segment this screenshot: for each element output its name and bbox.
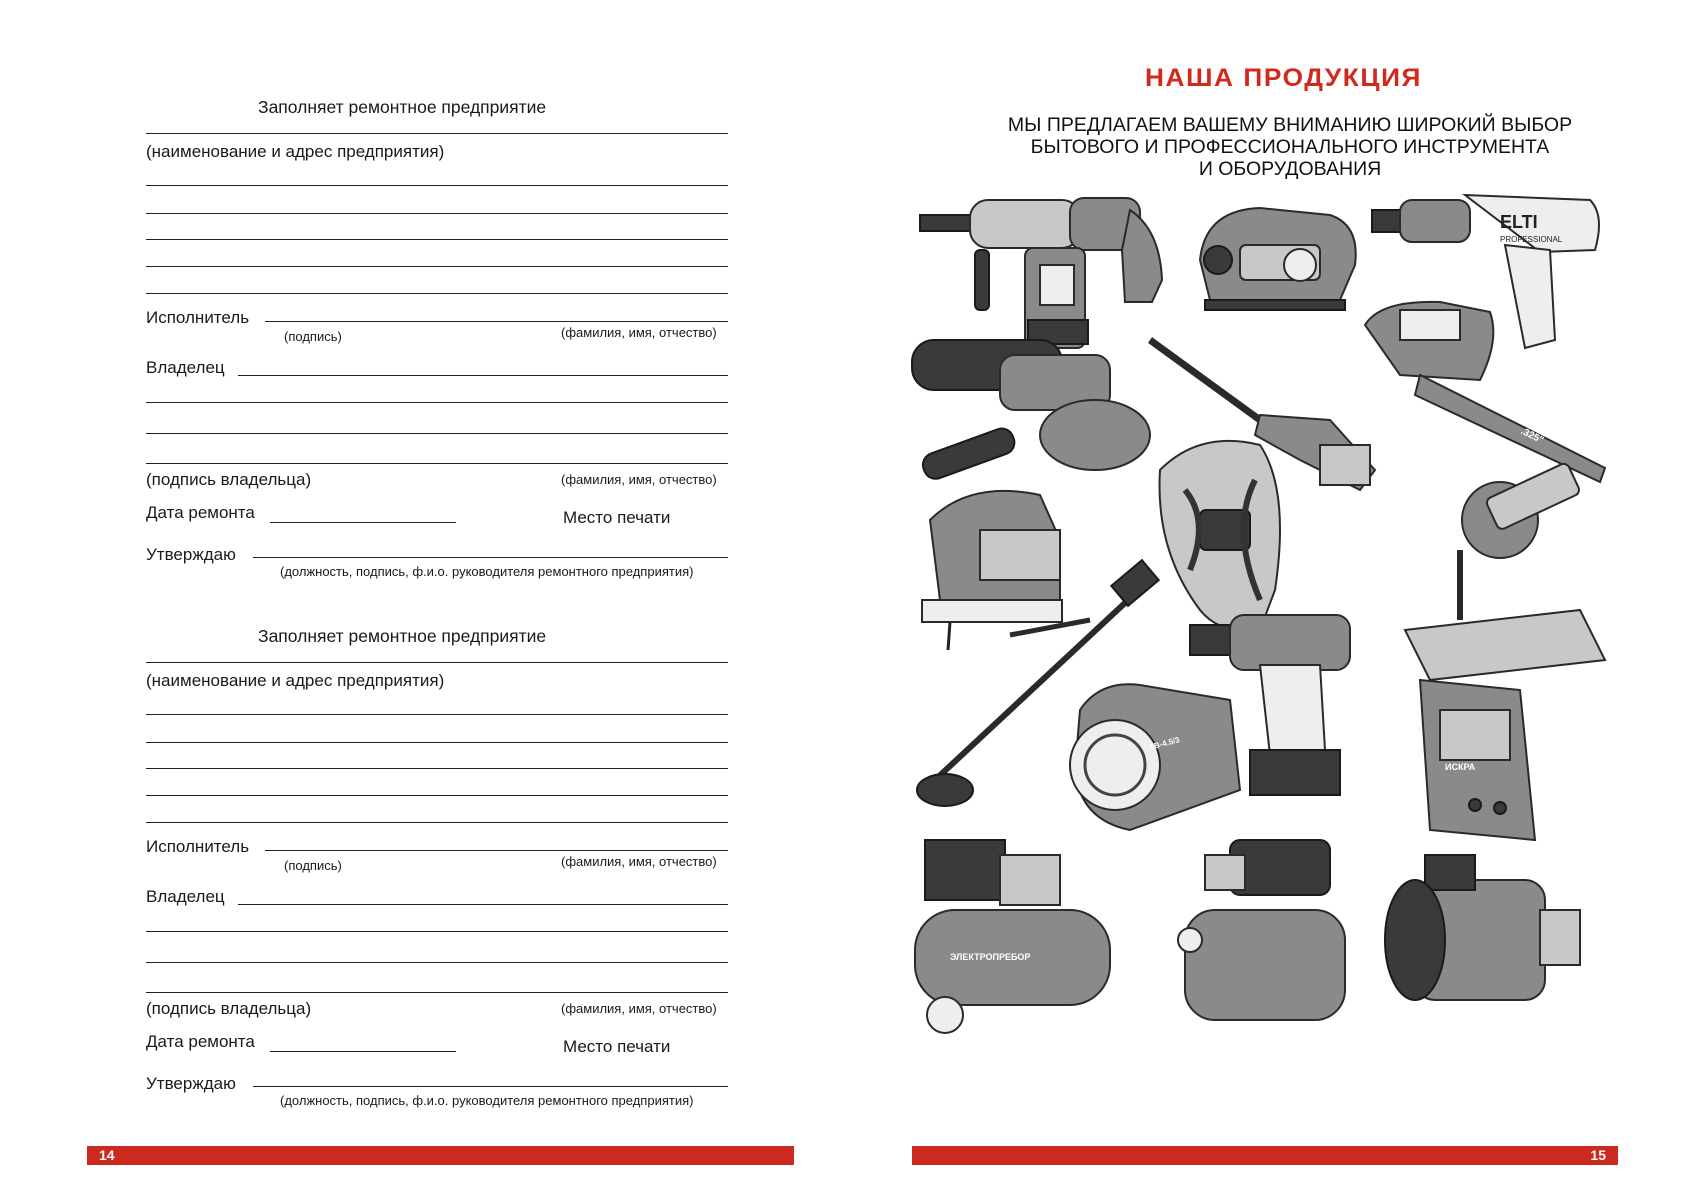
org-line[interactable]: [146, 822, 728, 823]
angle-grinder-image: [912, 340, 1150, 482]
repair-date-line[interactable]: [270, 1051, 456, 1052]
owner-line[interactable]: [146, 992, 728, 993]
org-line[interactable]: [146, 768, 728, 769]
products-collage: [900, 190, 1630, 1135]
approve-hint: (должность, подпись, ф.и.о. руководителя ремонтного предприятия): [280, 1093, 694, 1108]
executor-label: Исполнитель: [146, 308, 250, 327]
repair-date-line[interactable]: [270, 522, 456, 523]
org-line[interactable]: [146, 795, 728, 796]
fio-hint: (фамилия, имя, отчество): [561, 325, 717, 340]
chainsaw-image: [1365, 302, 1605, 482]
welder-brand: ИСКРА: [1445, 762, 1476, 772]
owner-line[interactable]: [146, 402, 728, 403]
owner-line[interactable]: [146, 931, 728, 932]
owner-line[interactable]: [238, 375, 728, 376]
owner-label: Владелец: [146, 358, 225, 377]
electric-motor-image: [1385, 855, 1580, 1000]
approve-hint: (должность, подпись, ф.и.о. руководителя ремонтного предприятия): [280, 564, 694, 579]
planer-image: [1200, 208, 1356, 310]
drill-brand: ELTI: [1500, 212, 1538, 232]
approve-label: Утверждаю: [146, 545, 236, 564]
welding-helmet-image: [1160, 441, 1281, 631]
org-label: (наименование и адрес предприятия): [146, 142, 445, 161]
block-header: Заполняет ремонтное предприятие: [258, 626, 547, 646]
signature-hint: (подпись): [284, 329, 342, 344]
compressor-brand: ЭЛЕКТРОПРЕБОР: [950, 952, 1031, 962]
welding-inverter-image: [1420, 680, 1535, 840]
subtitle-line: И ОБОРУДОВАНИЯ: [1198, 158, 1382, 180]
stamp-label: Место печати: [563, 1037, 671, 1056]
block-header: Заполняет ремонтное предприятие: [258, 97, 547, 117]
footer-bar-right: [912, 1146, 1618, 1165]
owner-signature-label: (подпись владельца): [146, 470, 312, 489]
owner-fio-hint: (фамилия, имя, отчество): [561, 1001, 717, 1016]
owner-signature-label: (подпись владельца): [146, 999, 312, 1018]
approve-line[interactable]: [253, 557, 728, 558]
org-line[interactable]: [146, 662, 728, 663]
org-line[interactable]: [146, 266, 728, 267]
owner-line[interactable]: [238, 904, 728, 905]
air-compressor-image: [915, 840, 1110, 1033]
org-line[interactable]: [146, 133, 728, 134]
fio-hint: (фамилия, имя, отчество): [561, 854, 717, 869]
executor-line[interactable]: [265, 850, 728, 851]
executor-line[interactable]: [265, 321, 728, 322]
org-line[interactable]: [146, 239, 728, 240]
drill-sub: PROFESSIONAL: [1500, 235, 1563, 244]
owner-label: Владелец: [146, 887, 225, 906]
org-label: (наименование и адрес предприятия): [146, 671, 445, 690]
page-number-left: 14: [99, 1147, 115, 1163]
approve-line[interactable]: [253, 1086, 728, 1087]
footer-bar-left: [87, 1146, 794, 1165]
owner-line[interactable]: [146, 433, 728, 434]
repair-date-label: Дата ремонта: [146, 503, 255, 522]
executor-label: Исполнитель: [146, 837, 250, 856]
signature-hint: (подпись): [284, 858, 342, 873]
owner-line[interactable]: [146, 463, 728, 464]
org-line[interactable]: [146, 714, 728, 715]
miter-saw-image: [1405, 462, 1605, 680]
org-line[interactable]: [146, 213, 728, 214]
subtitle-line: МЫ ПРЕДЛАГАЕМ ВАШЕМУ ВНИМАНИЮ ШИРОКИЙ ВЫБОР: [1007, 114, 1573, 136]
heater-model: ТВ-4.5/3: [1148, 735, 1181, 752]
owner-line[interactable]: [146, 962, 728, 963]
products-heading: НАША ПРОДУКЦИЯ: [1145, 64, 1422, 92]
jigsaw-image: [922, 491, 1062, 650]
rotary-hammer-image: [920, 198, 1162, 348]
products-subtitle: [940, 114, 1640, 180]
chainsaw-label: .325": [1518, 425, 1546, 447]
repair-date-label: Дата ремонта: [146, 1032, 255, 1051]
water-pump-image: [1178, 840, 1345, 1020]
page-number-right: 15: [1590, 1147, 1606, 1163]
org-line[interactable]: [146, 185, 728, 186]
owner-fio-hint: (фамилия, имя, отчество): [561, 472, 717, 487]
fan-heater-image: [1070, 684, 1240, 830]
org-line[interactable]: [146, 293, 728, 294]
subtitle-line: БЫТОВОГО И ПРОФЕССИОНАЛЬНОГО ИНСТРУМЕНТА: [1030, 136, 1550, 158]
org-line[interactable]: [146, 742, 728, 743]
approve-label: Утверждаю: [146, 1074, 236, 1093]
stamp-label: Место печати: [563, 508, 671, 527]
